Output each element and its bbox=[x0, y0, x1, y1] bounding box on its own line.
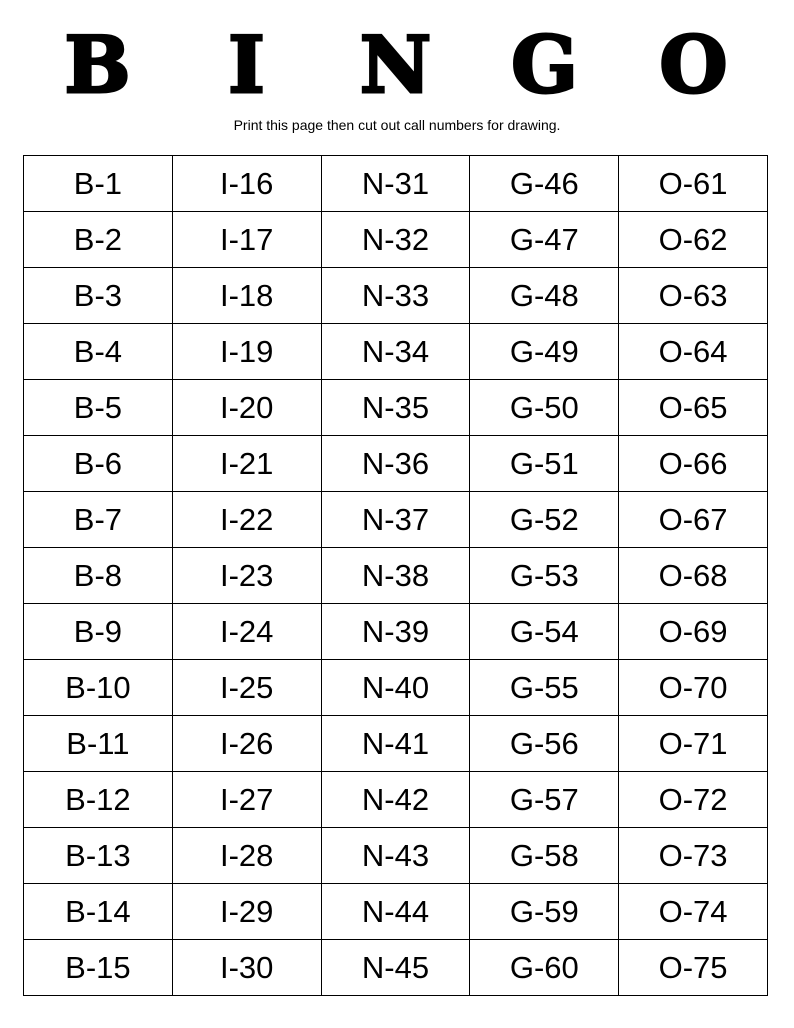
call-number-table bbox=[23, 155, 768, 996]
call-number-cell-g: G-54 bbox=[470, 604, 619, 660]
call-number-cell-n: N-42 bbox=[321, 772, 470, 828]
call-number-cell-i: I-28 bbox=[172, 828, 321, 884]
table-row bbox=[24, 492, 768, 548]
call-number-cell-i: I-26 bbox=[172, 716, 321, 772]
call-number-cell-i: I-27 bbox=[172, 772, 321, 828]
call-number-cell-g: G-60 bbox=[470, 940, 619, 996]
call-number-cell-o: O-73 bbox=[619, 828, 768, 884]
call-number-cell-i: I-18 bbox=[172, 268, 321, 324]
call-number-cell-n: N-34 bbox=[321, 324, 470, 380]
call-number-cell-o: O-63 bbox=[619, 268, 768, 324]
table-row bbox=[24, 156, 768, 212]
call-number-cell-g: G-55 bbox=[470, 660, 619, 716]
call-number-cell-g: G-47 bbox=[470, 212, 619, 268]
table-row bbox=[24, 772, 768, 828]
call-number-cell-n: N-37 bbox=[321, 492, 470, 548]
call-number-cell-o: O-65 bbox=[619, 380, 768, 436]
call-number-cell-o: O-64 bbox=[619, 324, 768, 380]
call-number-cell-o: O-66 bbox=[619, 436, 768, 492]
call-number-cell-o: O-68 bbox=[619, 548, 768, 604]
call-number-cell-n: N-35 bbox=[321, 380, 470, 436]
call-number-cell-g: G-52 bbox=[470, 492, 619, 548]
call-number-cell-b: B-9 bbox=[24, 604, 173, 660]
bingo-title bbox=[23, 20, 768, 112]
call-number-cell-i: I-22 bbox=[172, 492, 321, 548]
title-letter-n: N bbox=[359, 20, 432, 111]
call-number-cell-n: N-44 bbox=[321, 884, 470, 940]
call-number-cell-i: I-21 bbox=[172, 436, 321, 492]
call-number-cell-n: N-39 bbox=[321, 604, 470, 660]
call-number-cell-b: B-6 bbox=[24, 436, 173, 492]
table-row bbox=[24, 604, 768, 660]
call-number-cell-n: N-38 bbox=[321, 548, 470, 604]
call-number-cell-g: G-53 bbox=[470, 548, 619, 604]
call-number-cell-g: G-59 bbox=[470, 884, 619, 940]
call-number-cell-o: O-71 bbox=[619, 716, 768, 772]
call-number-cell-o: O-72 bbox=[619, 772, 768, 828]
call-number-cell-b: B-11 bbox=[24, 716, 173, 772]
call-number-cell-n: N-33 bbox=[321, 268, 470, 324]
table-row bbox=[24, 660, 768, 716]
call-number-cell-n: N-36 bbox=[321, 436, 470, 492]
instructions-text: Print this page then cut out call numbers for drawing. bbox=[233, 117, 561, 133]
call-number-cell-b: B-15 bbox=[24, 940, 173, 996]
call-number-cell-i: I-25 bbox=[172, 660, 321, 716]
call-number-cell-b: B-2 bbox=[24, 212, 173, 268]
table-row bbox=[24, 268, 768, 324]
call-number-cell-o: O-69 bbox=[619, 604, 768, 660]
call-number-cell-b: B-1 bbox=[24, 156, 173, 212]
table-row bbox=[24, 324, 768, 380]
call-number-cell-o: O-74 bbox=[619, 884, 768, 940]
call-number-table-body bbox=[24, 156, 768, 996]
call-number-cell-o: O-67 bbox=[619, 492, 768, 548]
call-number-cell-b: B-12 bbox=[24, 772, 173, 828]
title-letter-g: G bbox=[511, 20, 578, 111]
call-number-cell-g: G-46 bbox=[470, 156, 619, 212]
call-number-cell-i: I-30 bbox=[172, 940, 321, 996]
call-number-cell-b: B-10 bbox=[24, 660, 173, 716]
call-number-cell-n: N-40 bbox=[321, 660, 470, 716]
call-number-cell-g: G-48 bbox=[470, 268, 619, 324]
title-letter-o: O bbox=[659, 20, 728, 111]
call-number-cell-b: B-4 bbox=[24, 324, 173, 380]
call-number-cell-n: N-43 bbox=[321, 828, 470, 884]
call-number-cell-i: I-24 bbox=[172, 604, 321, 660]
call-number-cell-g: G-57 bbox=[470, 772, 619, 828]
call-number-cell-b: B-3 bbox=[24, 268, 173, 324]
call-number-cell-o: O-70 bbox=[619, 660, 768, 716]
call-number-cell-i: I-29 bbox=[172, 884, 321, 940]
call-number-cell-i: I-17 bbox=[172, 212, 321, 268]
call-number-cell-b: B-8 bbox=[24, 548, 173, 604]
title-letter-b: B bbox=[64, 20, 131, 111]
call-number-cell-o: O-75 bbox=[619, 940, 768, 996]
call-number-cell-b: B-13 bbox=[24, 828, 173, 884]
call-number-cell-g: G-51 bbox=[470, 436, 619, 492]
call-number-cell-g: G-50 bbox=[470, 380, 619, 436]
table-row bbox=[24, 548, 768, 604]
call-number-cell-i: I-19 bbox=[172, 324, 321, 380]
call-number-cell-i: I-20 bbox=[172, 380, 321, 436]
table-row bbox=[24, 884, 768, 940]
call-number-cell-b: B-5 bbox=[24, 380, 173, 436]
call-number-cell-b: B-7 bbox=[24, 492, 173, 548]
call-number-cell-i: I-16 bbox=[172, 156, 321, 212]
call-number-cell-g: G-49 bbox=[470, 324, 619, 380]
table-row bbox=[24, 212, 768, 268]
call-number-cell-g: G-58 bbox=[470, 828, 619, 884]
table-row bbox=[24, 436, 768, 492]
call-number-cell-n: N-32 bbox=[321, 212, 470, 268]
call-number-cell-g: G-56 bbox=[470, 716, 619, 772]
table-row bbox=[24, 716, 768, 772]
table-row bbox=[24, 828, 768, 884]
table-row bbox=[24, 940, 768, 996]
call-number-cell-n: N-41 bbox=[321, 716, 470, 772]
title-letter-i: I bbox=[228, 20, 265, 111]
call-number-cell-b: B-14 bbox=[24, 884, 173, 940]
call-number-cell-i: I-23 bbox=[172, 548, 321, 604]
table-row bbox=[24, 380, 768, 436]
call-number-cell-n: N-31 bbox=[321, 156, 470, 212]
call-number-cell-n: N-45 bbox=[321, 940, 470, 996]
call-number-cell-o: O-62 bbox=[619, 212, 768, 268]
call-number-cell-o: O-61 bbox=[619, 156, 768, 212]
